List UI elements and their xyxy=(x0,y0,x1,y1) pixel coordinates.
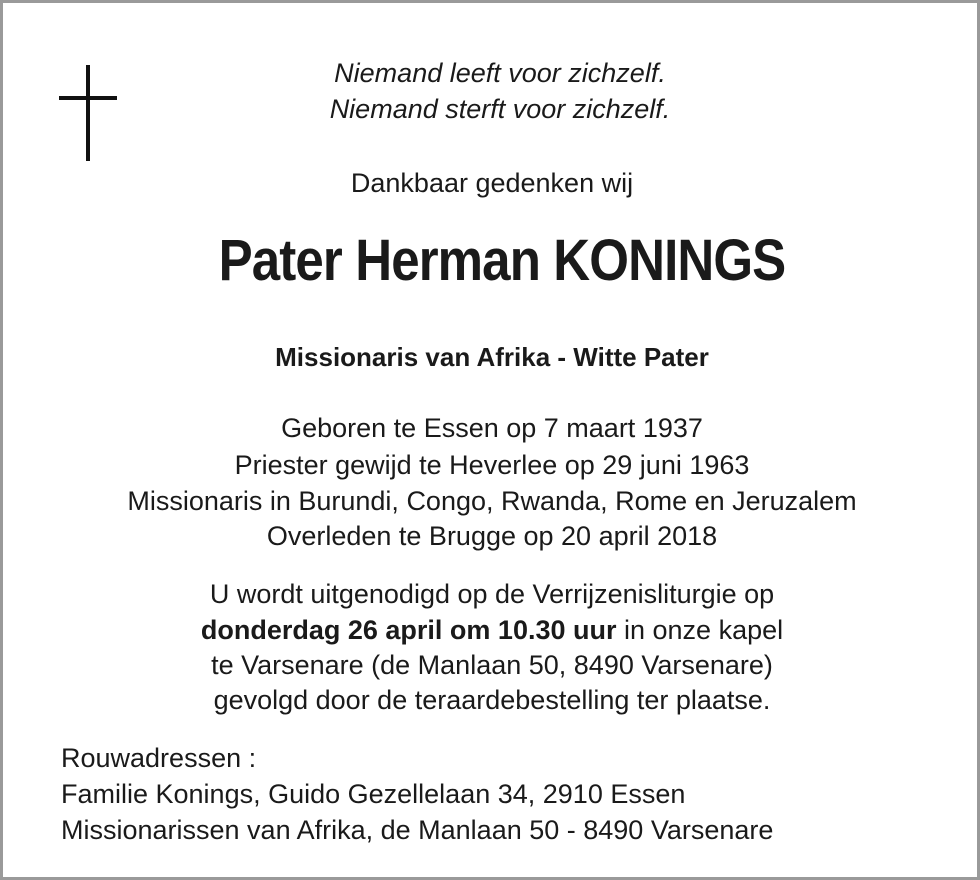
quote-line-2: Niemand sterft voor zichzelf. xyxy=(329,94,671,124)
service-date-time: donderdag 26 april om 10.30 uur xyxy=(200,615,617,645)
bio-line-missions: Missionaris in Burundi, Congo, Rwanda, Rome en Jeruzalem xyxy=(127,486,857,516)
invitation-line-3: te Varsenare (de Manlaan 50, 8490 Varsenare) xyxy=(211,650,773,680)
deceased-name: Pater Herman KONINGS xyxy=(218,228,786,293)
quote-line-1: Niemand leeft voor zichzelf. xyxy=(334,58,666,88)
invitation-line-4: gevolgd door de teraardebestelling ter plaatse. xyxy=(213,685,771,715)
intro-text: Dankbaar gedenken wij xyxy=(350,168,634,198)
address-missionaries: Missionarissen van Afrika, de Manlaan 50 - 8490 Varsenare xyxy=(61,815,774,845)
address-family: Familie Konings, Guido Gezellelaan 34, 2910 Essen xyxy=(61,779,686,809)
addresses-heading: Rouwadressen : xyxy=(61,743,257,773)
bio-line-died: Overleden te Brugge op 20 april 2018 xyxy=(266,521,718,551)
invitation-line-2 xyxy=(5,613,979,647)
bio-line-ordained: Priester gewijd te Heverlee op 29 juni 1963 xyxy=(234,450,750,480)
subtitle: Missionaris van Afrika - Witte Pater xyxy=(275,342,709,372)
bio-line-born: Geboren te Essen op 7 maart 1937 xyxy=(281,413,703,443)
invitation-line-2-rest: in onze kapel xyxy=(616,615,784,645)
invitation-line-1: U wordt uitgenodigd op de Verrijzenisliturgie op xyxy=(209,579,775,609)
